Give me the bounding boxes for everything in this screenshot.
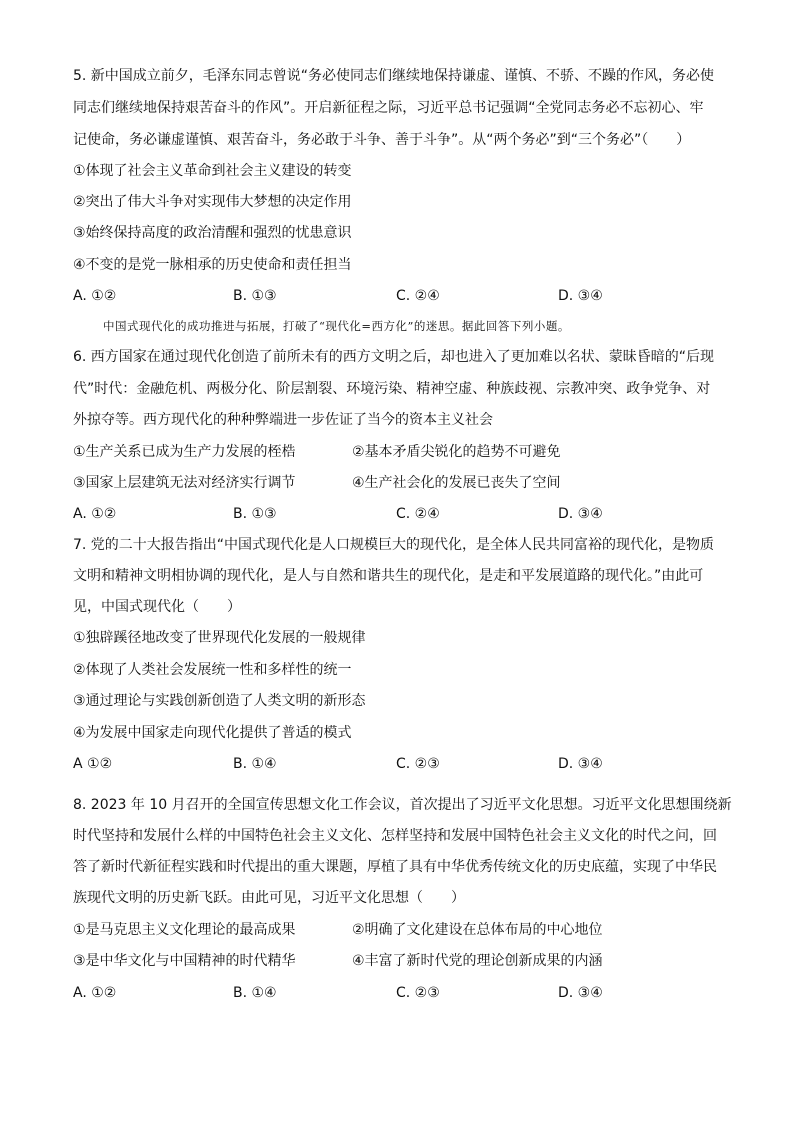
question-5-choice-c: C. ②④: [396, 288, 440, 304]
question-6-choice-a: A. ①②: [73, 506, 117, 522]
question-5-stem-line-2: 同志们继续地保持艰苦奋斗的作风”。开启新征程之际，习近平总书记强调“全党同志务必不忘初心、牢: [73, 100, 704, 116]
question-5-item-1: ①体现了社会主义革命到社会主义建设的转变: [73, 163, 352, 179]
question-8-choice-d: D. ③④: [558, 985, 603, 1001]
question-6-item-3: ③国家上层建筑无法对经济实行调节: [73, 475, 296, 491]
question-7-item-3: ③通过理论与实践创新创造了人类文明的新形态: [73, 693, 366, 709]
question-7-choice-b: B. ①④: [233, 756, 277, 772]
question-5-item-3: ③始终保持高度的政治清醒和强烈的忧患意识: [73, 225, 352, 241]
question-6-choice-b: B. ①③: [233, 506, 277, 522]
question-6-item-4: ④生产社会化的发展已丧失了空间: [352, 475, 561, 491]
question-8-item-1: ①是马克思主义文化理论的最高成果: [73, 922, 296, 938]
question-6-choice-d: D. ③④: [558, 506, 603, 522]
question-8-choice-a: A. ①②: [73, 985, 117, 1001]
question-8-item-4: ④丰富了新时代党的理论创新成果的内涵: [352, 953, 603, 969]
question-6-item-2: ②基本矛盾尖锐化的趋势不可避免: [352, 444, 561, 460]
question-8-choice-c: C. ②③: [396, 985, 440, 1001]
question-8-item-3: ③是中华文化与中国精神的时代精华: [73, 953, 296, 969]
question-5-choice-b: B. ①③: [233, 288, 277, 304]
question-8-item-2: ②明确了文化建设在总体布局的中心地位: [352, 922, 603, 938]
question-8-stem-line-1: 8. 2023 年 10 月召开的全国宣传思想文化工作会议，首次提出了习近平文化思想。习近平文化思想围绕新: [73, 797, 732, 813]
question-7-item-4: ④为发展中国家走向现代化提供了普适的模式: [73, 725, 352, 741]
question-7-stem-line-3: 见，中国式现代化（ ）: [73, 599, 241, 615]
question-6-choice-c: C. ②④: [396, 506, 440, 522]
question-7-stem-line-2: 文明和精神文明相协调的现代化，是人与自然和谐共生的现代化，是走和平发展道路的现代化。”由此可: [73, 568, 704, 584]
question-6-stem-line-3: 外掠夺等。西方现代化的种种弊端进一步佐证了当今的资本主义社会: [73, 412, 493, 428]
question-8-stem-line-4: 族现代文明的历史新飞跃。由此可见，习近平文化思想（ ）: [73, 890, 465, 906]
question-5-choice-a: A. ①②: [73, 288, 117, 304]
question-7-choice-c: C. ②③: [396, 756, 440, 772]
question-8-stem-line-3: 答了新时代新征程实践和时代提出的重大课题，厚植了具有中华优秀传统文化的历史底蕴，实现了中华民: [73, 859, 717, 875]
question-6-stem-line-1: 6. 西方国家在通过现代化创造了前所未有的西方文明之后，却也进入了更加难以名状、蒙昧昏暗的“后现: [73, 349, 715, 365]
question-5-stem-line-1: 5. 新中国成立前夕，毛泽东同志曾说“务必使同志们继续地保持谦虚、谨慎、不骄、不躁的作风，务必使: [73, 68, 715, 84]
question-7-choice-d: D. ③④: [558, 756, 603, 772]
question-6-stem-line-2: 代”时代：金融危机、两极分化、阶层割裂、环境污染、精神空虚、种族歧视、宗教冲突、政争党争、对: [73, 381, 711, 397]
question-6-item-1: ①生产关系已成为生产力发展的桎梏: [73, 444, 296, 460]
question-7-item-1: ①独辟蹊径地改变了世界现代化发展的一般规律: [73, 630, 366, 646]
question-5-item-2: ②突出了伟大斗争对实现伟大梦想的决定作用: [73, 194, 352, 210]
section-intro: 中国式现代化的成功推进与拓展，打破了“现代化=西方化”的迷思。据此回答下列小题。: [103, 319, 570, 333]
question-7-choice-a: A ①②: [73, 756, 113, 772]
question-5-item-4: ④不变的是党一脉相承的历史使命和责任担当: [73, 257, 352, 273]
question-7-stem-line-1: 7. 党的二十大报告指出“中国式现代化是人口规模巨大的现代化，是全体人民共同富裕的现代化，是物质: [73, 537, 715, 553]
question-8-choice-b: B. ①④: [233, 985, 277, 1001]
question-5-stem-line-3: 记使命，务必谦虚谨慎、艰苦奋斗，务必敢于斗争、善于斗争”。从“两个务必”到“三个务必”（ ）: [73, 132, 691, 148]
question-8-stem-line-2: 时代坚持和发展什么样的中国特色社会主义文化、怎样坚持和发展中国特色社会主义文化的时代之问，回: [73, 828, 717, 844]
question-5-choice-d: D. ③④: [558, 288, 603, 304]
question-7-item-2: ②体现了人类社会发展统一性和多样性的统一: [73, 662, 352, 678]
